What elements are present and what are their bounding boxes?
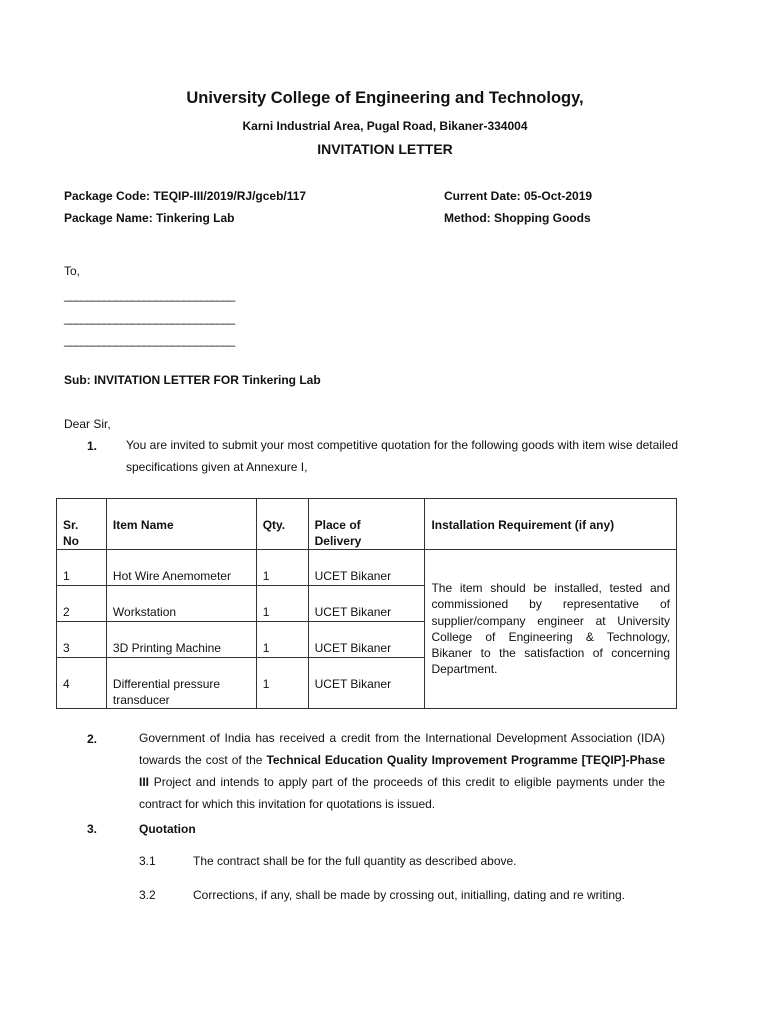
package-name: Package Name: Tinkering Lab xyxy=(64,211,235,225)
cell-qty: 1 xyxy=(256,622,308,658)
header-installation: Installation Requirement (if any) xyxy=(425,499,677,550)
subpoint-number: 3.2 xyxy=(139,888,156,902)
current-date: Current Date: 05-Oct-2019 xyxy=(444,189,593,203)
point-number: 3. xyxy=(87,822,98,836)
table-row xyxy=(57,550,677,586)
procurement-method: Method: Shopping Goods xyxy=(444,211,591,225)
college-title: University College of Engineering and Technology, xyxy=(186,89,584,107)
cell-place: UCET Bikaner xyxy=(308,658,425,709)
cell-item: Workstation xyxy=(106,586,256,622)
point-number: 1. xyxy=(87,439,98,453)
cell-sr: 4 xyxy=(57,658,107,709)
cell-qty: 1 xyxy=(256,658,308,709)
header-qty: Qty. xyxy=(256,499,308,550)
cell-qty: 1 xyxy=(256,550,308,586)
header-sr-no: Sr. No xyxy=(57,499,107,550)
salutation: Dear Sir, xyxy=(64,417,111,431)
cell-sr: 1 xyxy=(57,550,107,586)
point-2-text: Government of India has received a credit from the International Development Association (IDA) towards the cost of the Technical Education Quality Improvement Programme [TEQIP]-Phase III Project and intends to apply part of the proceeds of this credit to eligible payments under the contract for which this invitation for quotations is issued. xyxy=(139,731,665,811)
cell-item: Differential pressure transducer xyxy=(106,658,256,709)
header-place-of-delivery: Place of Delivery xyxy=(308,499,425,550)
items-table xyxy=(56,498,677,709)
college-address: Karni Industrial Area, Pugal Road, Bikaner-334004 xyxy=(242,119,528,133)
cell-installation: The item should be installed, tested and commissioned by representative of supplier/company engineer at University College of Engineering & Technology, Bikaner to the satisfaction of concerning Department. xyxy=(425,550,677,709)
recipient-to: To, xyxy=(64,264,81,278)
subpoint-text: Corrections, if any, shall be made by crossing out, initialling, dating and re writing. xyxy=(193,888,625,902)
table-header-row xyxy=(57,499,677,550)
cell-place: UCET Bikaner xyxy=(308,622,425,658)
cell-item: Hot Wire Anemometer xyxy=(106,550,256,586)
cell-sr: 3 xyxy=(57,622,107,658)
package-code: Package Code: TEQIP-III/2019/RJ/gceb/117 xyxy=(64,189,307,203)
recipient-line: ______________________________ xyxy=(64,288,235,302)
subpoint-number: 3.1 xyxy=(139,854,156,868)
cell-place: UCET Bikaner xyxy=(308,586,425,622)
point-number: 2. xyxy=(87,732,98,746)
quotation-heading: Quotation xyxy=(139,822,196,836)
subject-line: Sub: INVITATION LETTER FOR Tinkering Lab xyxy=(64,373,321,387)
cell-qty: 1 xyxy=(256,586,308,622)
cell-item: 3D Printing Machine xyxy=(106,622,256,658)
document-title: INVITATION LETTER xyxy=(317,141,453,157)
point-1-text: You are invited to submit your most competitive quotation for the following goods with item wise detailed specifications given at Annexure I, xyxy=(126,438,678,474)
recipient-line: ______________________________ xyxy=(64,311,235,325)
header-item-name: Item Name xyxy=(106,499,256,550)
cell-sr: 2 xyxy=(57,586,107,622)
cell-place: UCET Bikaner xyxy=(308,550,425,586)
recipient-line: ______________________________ xyxy=(64,333,235,347)
subpoint-text: The contract shall be for the full quantity as described above. xyxy=(193,854,517,868)
